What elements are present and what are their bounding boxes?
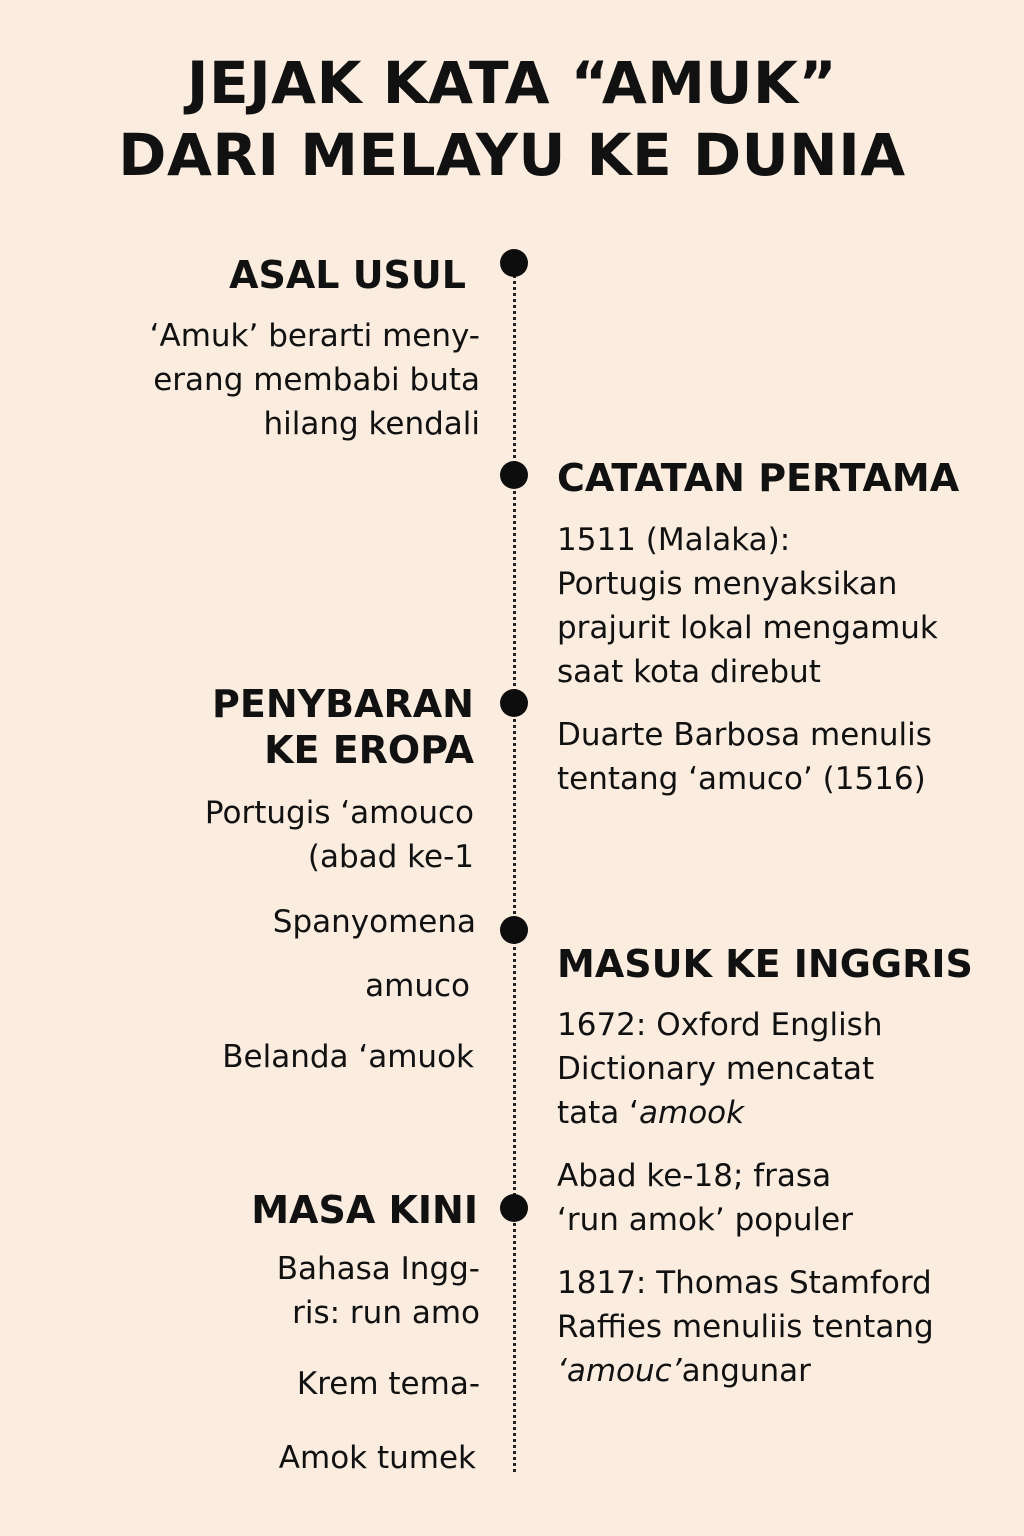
- masa-kini-line: ris: run amo: [292, 1295, 480, 1331]
- timeline-axis: [513, 262, 516, 1472]
- masuk-inggris-para-3: [557, 1261, 1007, 1393]
- asal-usul-line: erang membabi buta: [153, 362, 480, 398]
- penyebaran-belanda: Belanda ‘amuok: [222, 1039, 474, 1075]
- masuk-inggris-line: Abad ke-18; frasa: [557, 1158, 832, 1194]
- page-title-line-1: JEJAK KATA “AMUK”: [186, 49, 838, 117]
- catatan-pertama-heading: CATATAN PERTAMA: [557, 456, 960, 500]
- masuk-inggris-line: Dictionary mencatat: [557, 1051, 875, 1087]
- catatan-pertama-line: 1511 (Malaka):: [557, 522, 791, 558]
- masuk-inggris-line: ‘run amok’ populer: [557, 1202, 853, 1238]
- catatan-pertama-line: prajurit lokal mengamuk: [557, 610, 938, 646]
- catatan-pertama-line: tentang ‘amuco’ (1516): [557, 761, 926, 797]
- masuk-inggris-line-suffix: angunar: [681, 1353, 811, 1389]
- timeline-dot-masa-kini: [500, 1194, 528, 1222]
- asal-usul-line: hilang kendali: [263, 406, 480, 442]
- timeline-dot-penyebaran: [500, 689, 528, 717]
- masuk-inggris-para-1: [557, 1003, 1007, 1135]
- asal-usul-line: ‘Amuk’ berarti meny-: [149, 318, 480, 354]
- masuk-inggris-line: Raffies menuliis tentang: [557, 1309, 934, 1345]
- masuk-inggris-line: [557, 1349, 1007, 1393]
- masuk-inggris-line-em: ‘amouc’: [557, 1353, 682, 1389]
- masa-kini-text: [40, 1247, 480, 1335]
- masuk-inggris-line-em: amook: [639, 1095, 745, 1131]
- catatan-pertama-line: saat kota direbut: [557, 654, 821, 690]
- masa-kini-krem: Krem tema-: [296, 1366, 480, 1402]
- catatan-pertama-para-1: [557, 518, 1007, 694]
- masa-kini-line: Bahasa Ingg-: [276, 1251, 480, 1287]
- masuk-inggris-para-2: [557, 1154, 1007, 1242]
- asal-usul-heading: ASAL USUL: [229, 253, 466, 297]
- penyebaran-text: [34, 791, 474, 879]
- masuk-inggris-heading: MASUK KE INGGRIS: [557, 942, 973, 986]
- timeline-dot-masuk-inggris: [500, 916, 528, 944]
- penyebaran-spanyol: Spanyomena: [272, 904, 476, 940]
- timeline-dot-catatan-pertama: [500, 461, 528, 489]
- catatan-pertama-line: Portugis menyaksikan: [557, 566, 898, 602]
- penyebaran-heading: [34, 681, 474, 773]
- catatan-pertama-para-2: [557, 713, 1007, 801]
- page-title-line-2: DARI MELAYU KE DUNIA: [118, 121, 906, 189]
- catatan-pertama-line: Duarte Barbosa menulis: [557, 717, 932, 753]
- masa-kini-amok: Amok tumek: [278, 1440, 476, 1476]
- timeline-dot-asal-usul: [500, 249, 528, 277]
- masuk-inggris-line-prefix: tata ‘: [557, 1095, 640, 1131]
- penyebaran-amuco: amuco: [365, 968, 470, 1004]
- penyebaran-heading-line: KE EROPA: [264, 728, 474, 772]
- asal-usul-text: [20, 314, 480, 446]
- masuk-inggris-line: [557, 1091, 1007, 1135]
- masuk-inggris-line: 1817: Thomas Stamford: [557, 1265, 932, 1301]
- penyebaran-line: Portugis ‘amouco: [204, 795, 474, 831]
- penyebaran-line: (abad ke-1: [307, 839, 474, 875]
- masa-kini-heading: MASA KINI: [251, 1188, 478, 1232]
- penyebaran-heading-line: PENYBARAN: [212, 682, 474, 726]
- masuk-inggris-line: 1672: Oxford English: [557, 1007, 883, 1043]
